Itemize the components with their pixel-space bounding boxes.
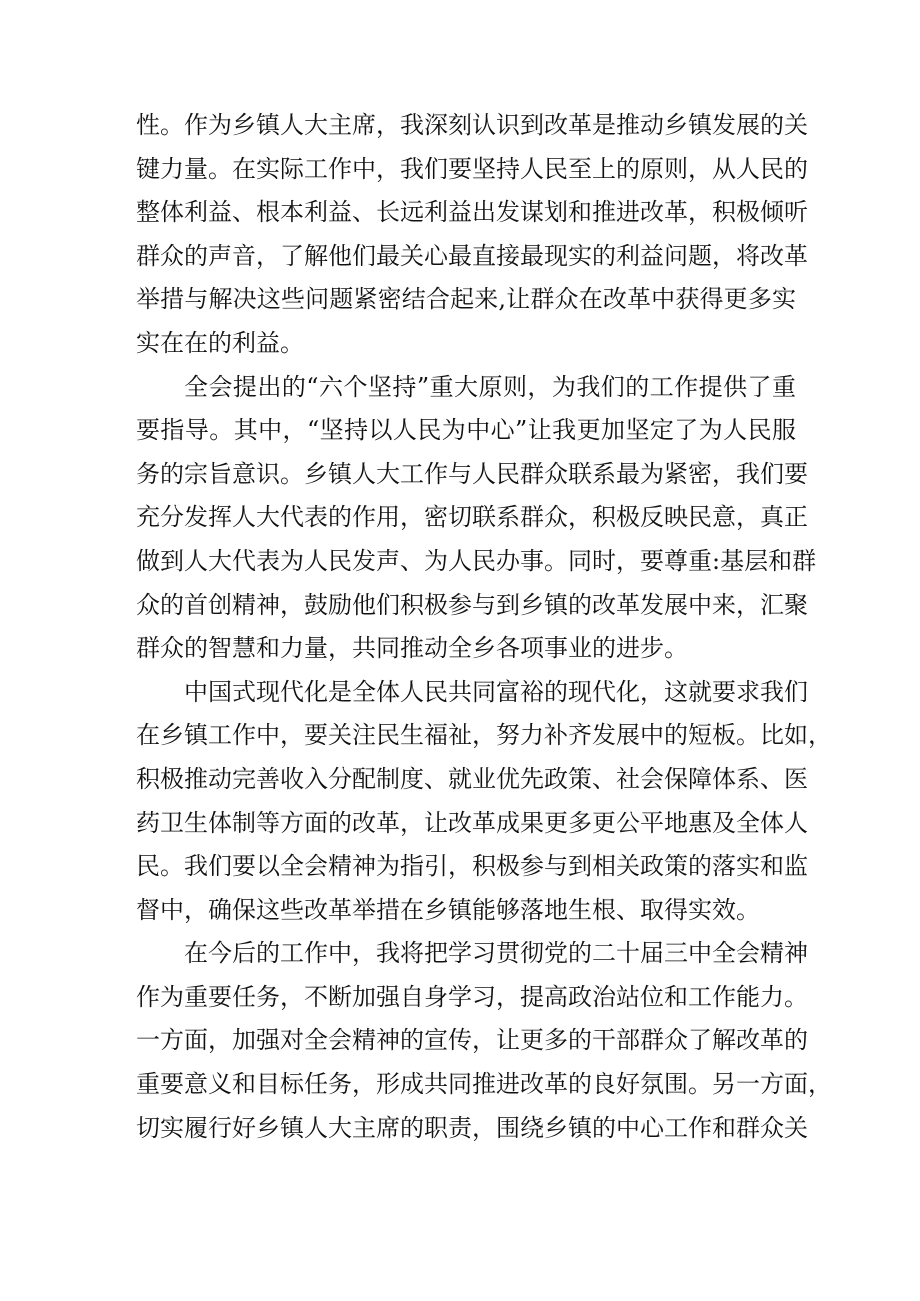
paragraph-3-line-6: 督中，确保这些改革举措在乡镇能够落地生根、取得实效。 (136, 895, 760, 924)
paragraph-2-line-1: 全会提出的“六个坚持”重大原则，为我们的工作提供了重 (184, 372, 796, 401)
paragraph-2-line-5: 做到人大代表为人民发声、为人民办事。同时，要尊重:基层和群 (136, 546, 817, 575)
paragraph-2-line-7: 群众的智慧和力量，共同推动全乡各项事业的进步。 (136, 634, 688, 663)
paragraph-4-line-5: 切实履行好乡镇人大主席的职责，围绕乡镇的中心工作和群众关 (136, 1113, 808, 1142)
paragraph-3-line-2: 在乡镇工作中，要关注民生福祉，努力补齐发展中的短板。比如， (136, 721, 832, 750)
paragraph-4-line-3: 一方面，加强对全会精神的宣传，让更多的干部群众了解改革的 (136, 1026, 808, 1055)
paragraph-2-line-3: 务的宗旨意识。乡镇人大工作与人民群众联系最为紧密，我们要 (136, 459, 808, 488)
paragraph-3-line-5: 民。我们要以全会精神为指引，积极参与到相关政策的落实和监 (136, 852, 808, 881)
paragraph-2-line-2: 要指导。其中，“坚持以人民为中心”让我更加坚定了为人民服 (136, 416, 796, 445)
paragraph-1-line-6: 实在在的利益。 (136, 328, 304, 357)
paragraph-4-line-4: 重要意义和目标任务，形成共同推进改革的良好氛围。另一方面， (136, 1070, 832, 1099)
paragraph-1-line-3: 整体利益、根本利益、长远利益出发谋划和推进改革，积极倾听 (136, 198, 808, 227)
paragraph-1-line-4: 群众的声音，了解他们最关心最直接最现实的利益问题，将改革 (136, 241, 808, 270)
paragraph-3-line-4: 药卫生体制等方面的改革，让改革成果更多更公平地惠及全体人 (136, 808, 808, 837)
paragraph-3-line-3: 积极推动完善收入分配制度、就业优先政策、社会保障体系、医 (136, 764, 808, 793)
paragraph-4-line-1: 在今后的工作中，我将把学习贯彻党的二十届三中全会精神 (184, 939, 808, 968)
paragraph-1-line-1: 性。作为乡镇人大主席，我深刻认识到改革是推动乡镇发展的关 (136, 111, 808, 139)
paragraph-4-line-2: 作为重要任务，不断加强自身学习，提高政治站位和工作能力。 (136, 982, 808, 1011)
paragraph-2-line-4: 充分发挥人大代表的作用，密切联系群众，积极反映民意，真正 (136, 503, 808, 532)
paragraph-3-line-1: 中国式现代化是全体人民共同富裕的现代化，这就要求我们 (184, 677, 808, 706)
paragraph-1-line-5: 举措与解决这些问题紧密结合起来,让群众在改革中获得更多实 (136, 285, 796, 314)
paragraph-2-line-6: 众的首创精神，鼓励他们积极参与到乡镇的改革发展中来，汇聚 (136, 590, 808, 619)
document-body (136, 104, 832, 1150)
paragraph-1-line-2: 键力量。在实际工作中，我们要坚持人民至上的原则，从人民的 (136, 154, 808, 183)
